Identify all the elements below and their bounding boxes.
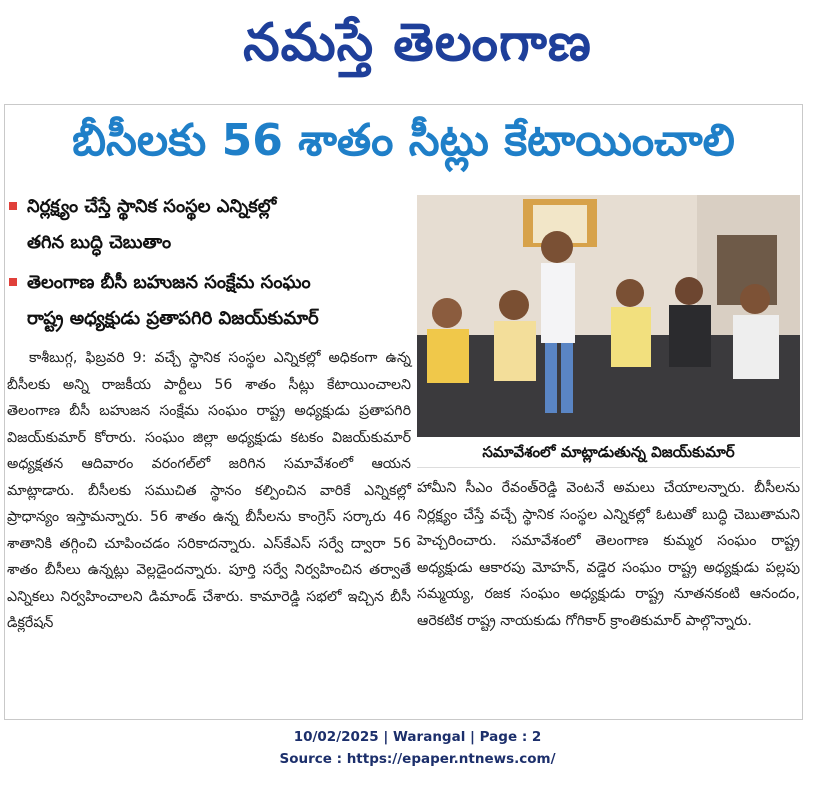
body-right-text: హామీని సీఎం రేవంత్‌రెడ్డి వెంటనే అమలు చేయాలన్నారు. బీసీలను నిర్లక్ష్యం చేస్తే వచ్చే స్థానిక సంస్థల ఎన్నికల్లో ఓటుతో బుద్ధి చెబుతామని హెచ్చరించారు. సమావేశంలో తెలంగాణ కుమ్మర సంఘం రాష్ట్ర అధ్యక్షుడు ఆకారపు మోహన్, వడ్డెర సంఘం రాష్ట్ర అధ్యక్షుడు పల్లపు సమ్మయ్య, రజక సంఘం అధ్యక్షుడు రాష్ట్ర నూతనకంటి ఆనందం, ఆరెకటిక రాష్ట్ర నాయకుడు గోగికార్ క్రాంతికుమార్ పాల్గొన్నారు. <box>417 480 800 629</box>
masthead: నమస్తే తెలంగాణ <box>243 13 592 73</box>
news-clipping <box>4 104 803 720</box>
subhead-2-line2: రాష్ట్ర అధ్యక్షుడు ప్రతాపగిరి విజయ్‌కుమార్ <box>27 308 319 329</box>
source-footer <box>0 726 835 770</box>
body-right-column <box>417 475 800 634</box>
subhead-1-line2: తగిన బుద్ధి చెబుతాం <box>27 232 172 253</box>
subhead-2 <box>9 265 409 337</box>
subhead-2-line1: తెలంగాణ బీసీ బహుజన సంక్షేమ సంఘం <box>27 272 311 293</box>
body-left-column <box>7 345 411 637</box>
photo-caption: సమావేశంలో మాట్లాడుతున్న విజయ్‌కుమార్ <box>417 437 800 468</box>
source-line: Source : https://epaper.ntnews.com/ <box>279 751 556 767</box>
body-left-text: కాశీబుగ్గ, ఫిబ్రవరి 9: వచ్చే స్థానిక సంస్థల ఎన్నికల్లో అధికంగా ఉన్న బీసీలకు అన్ని రాజకీయ పార్టీలు 56 శాతం సీట్లు కేటాయించాలని తెలంగాణ బీసీ బహుజన సంక్షేమ సంఘం రాష్ట్ర అధ్యక్షుడు ప్రతాపగిరి విజయ్‌కుమార్ కోరారు. సంఘం జిల్లా అధ్యక్షుడు కటకం విజయ్‌కుమార్ అధ్యక్షతన ఆదివారం వరంగల్‌లో జరిగిన సమావేశంలో ఆయన మాట్లాడారు. బీసీలకు సముచిత స్థానం కల్పించిన వారికే ఎన్నికల్లో ప్రాధాన్యం ఇస్తామన్నారు. 56 శాతం ఉన్న బీసీలను కాంగ్రెస్ సర్కారు 46 శాతానికి తగ్గించి చూపించడం సరికాదన్నారు. ఎస్‌కేఎస్ సర్వే ద్వారా 56 శాతం బీసీలు ఉన్నట్లు వెల్లడైందన్నారు. పూర్తి సర్వే నిర్వహించిన తర్వాతే ఎన్నికలు నిర్వహించాలని డిమాండ్ చేశారు. కామారెడ్డి సభలో ఇచ్చిన బీసీ డిక్లరేషన్ <box>7 350 411 631</box>
news-photo <box>417 195 800 437</box>
edition-line: 10/02/2025 | Warangal | Page : 2 <box>293 729 542 745</box>
bullet-icon <box>9 278 17 286</box>
subhead-1-line1: నిర్లక్ష్యం చేస్తే స్థానిక సంస్థల ఎన్నికల్లో <box>27 196 277 217</box>
subhead-1 <box>9 189 409 261</box>
bullet-icon <box>9 202 17 210</box>
group-photo-illustration <box>417 195 800 437</box>
headline: బీసీలకు 56 శాతం సీట్లు కేటాయించాలి <box>72 115 735 166</box>
